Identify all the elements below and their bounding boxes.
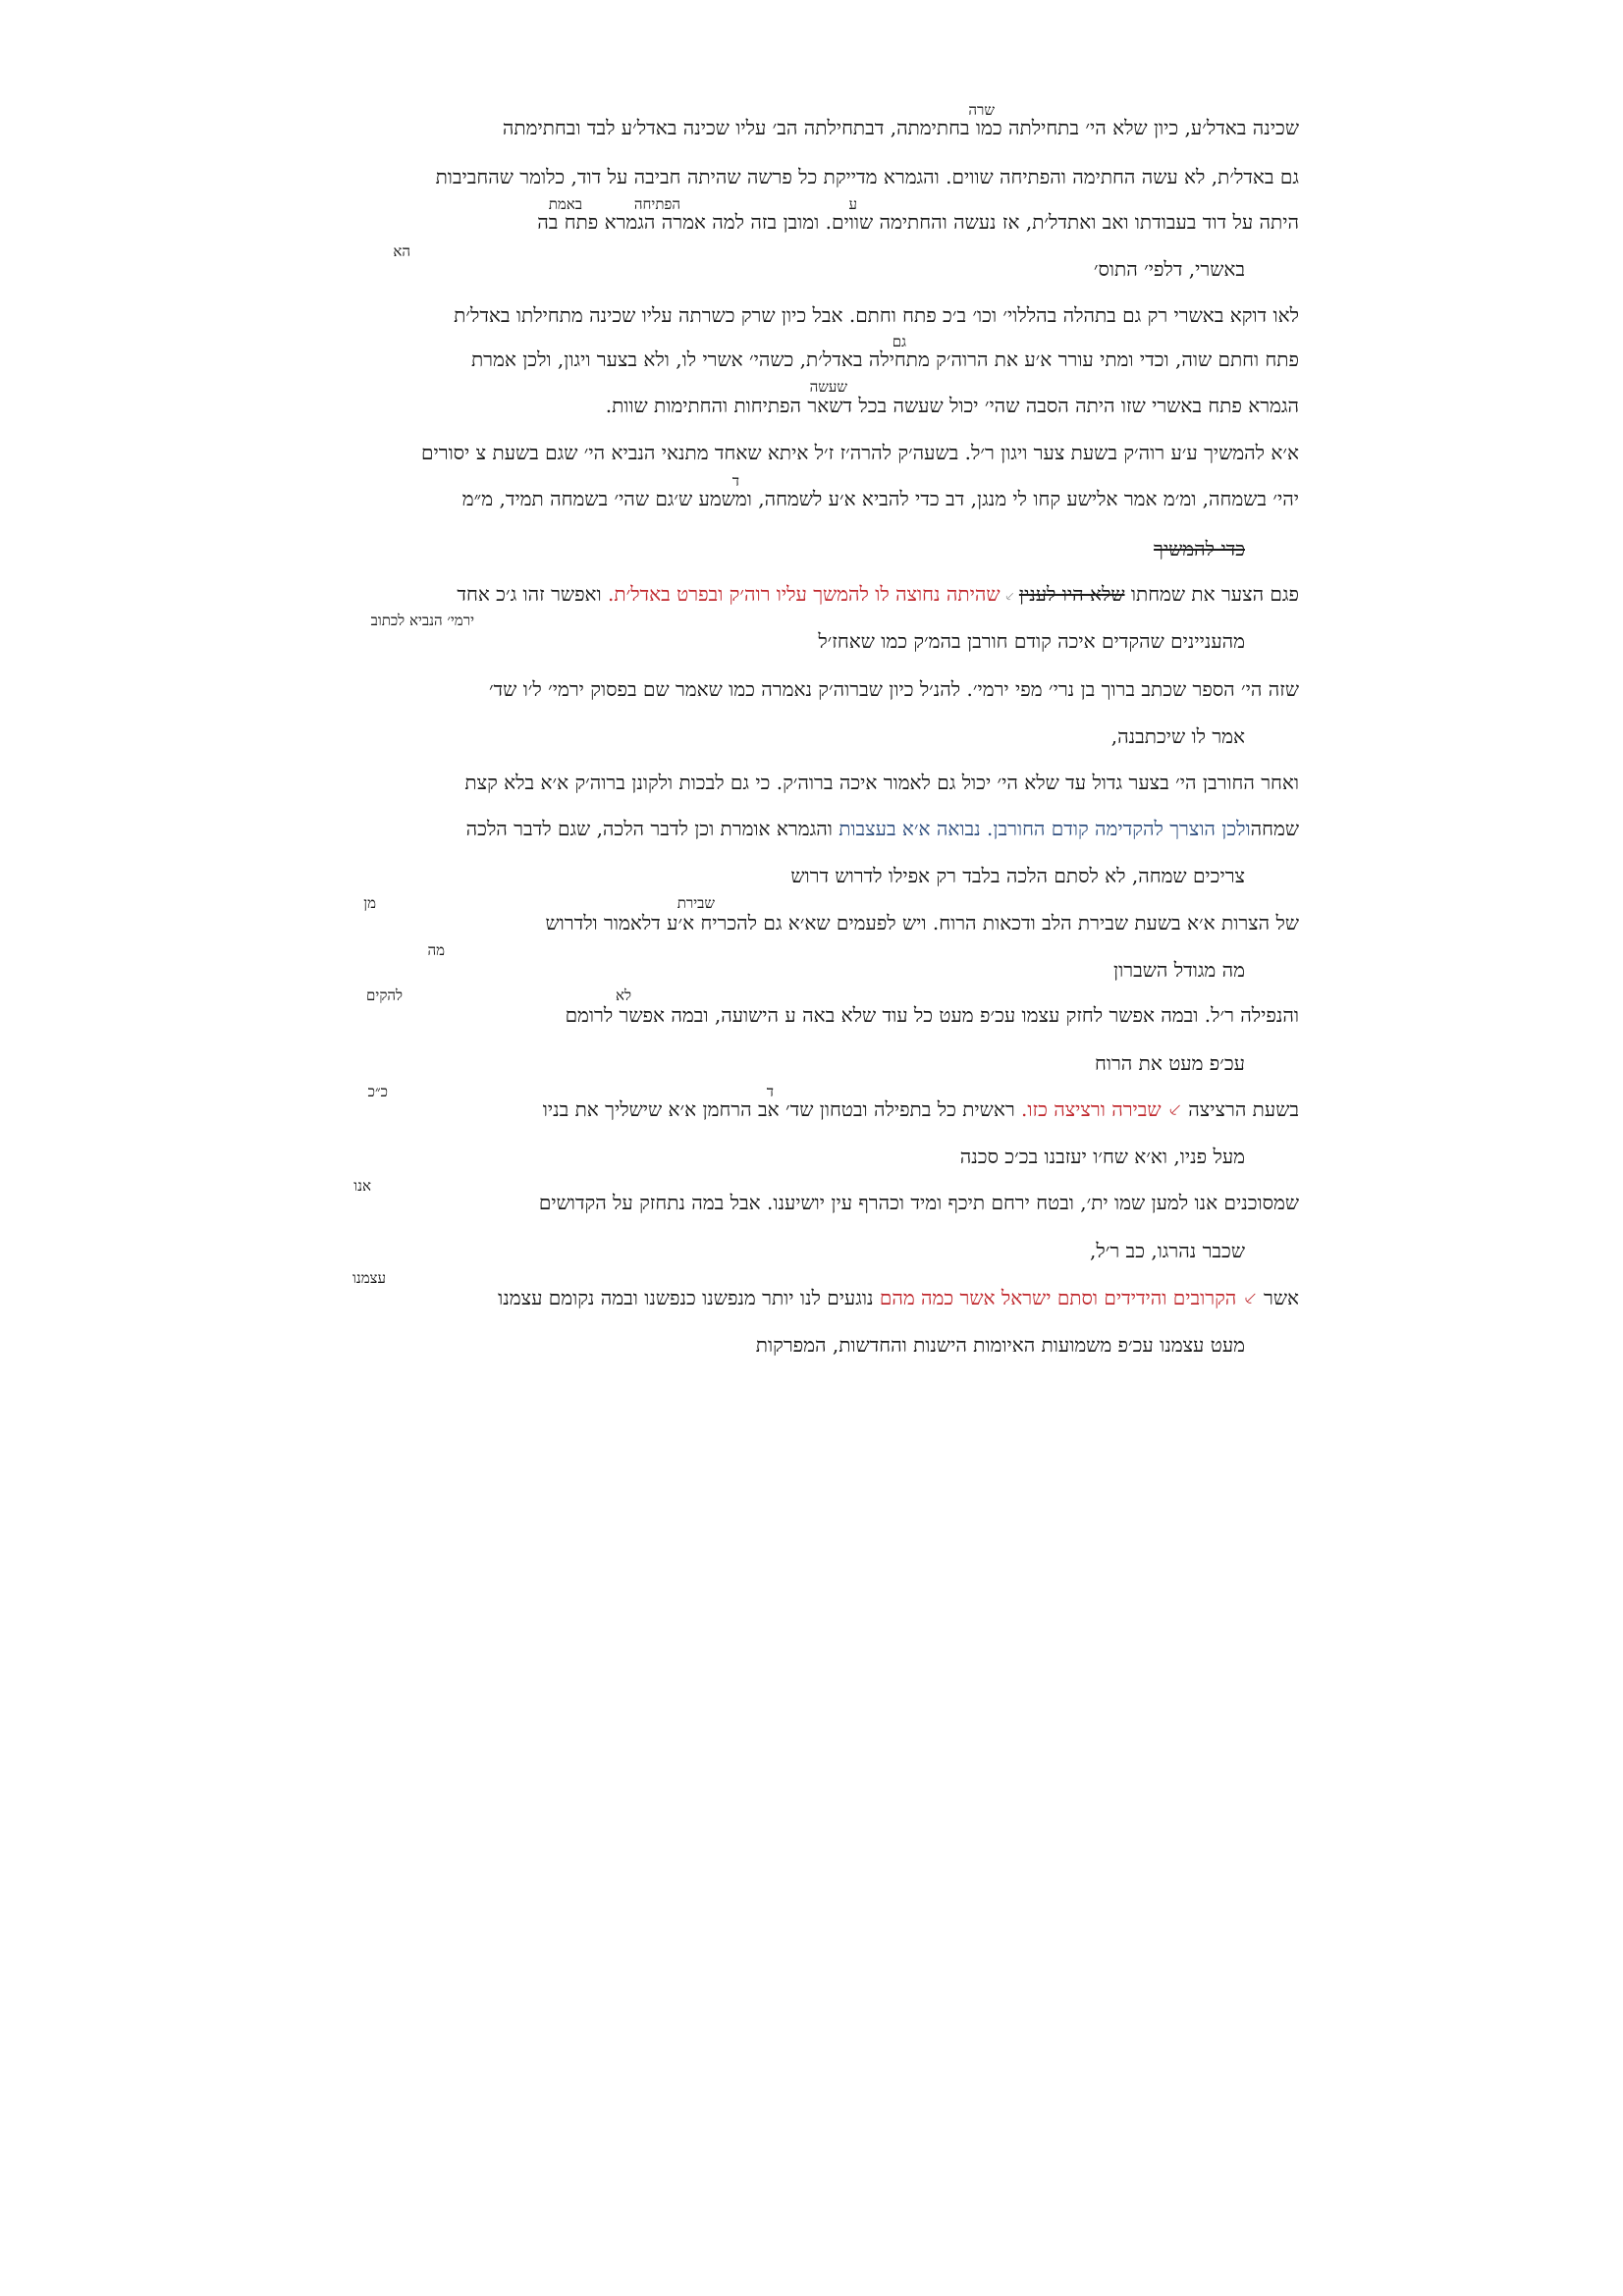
text-line: היתה על דוד בעבודתו ואב ואתדל׳ת, אז נעשה והחתימה שווים. ומובן בזה למה אמרה הגמרא פתח בה: [537, 210, 1299, 234]
insert-above: מן: [363, 894, 376, 912]
text-line: מעל פניו, וא׳א שח׳ו יעזבנו בכ׳כ סכנה: [959, 1145, 1245, 1168]
insert-above: שבירת: [676, 894, 715, 912]
insert-above: עצמנו: [352, 1269, 386, 1287]
insert-above: ד: [731, 472, 739, 490]
text-line: גם באדל׳ת, לא עשה החתימה והפתיחה שווים. והגמרא מדייקת כל פרשה שהיתה חביבה על דוד, כלומר שהחביבות: [435, 165, 1299, 188]
insert-above: ע: [848, 195, 857, 213]
text-line: צריכים שמחה, לא לסתם הלכה בלבד רק אפילו לדרוש דרוש: [790, 864, 1245, 887]
text-line: לאו דוקא באשרי רק גם בתהלה בהללוי׳ וכו׳ ב׳כ פתח וחתם. אבל כיון שרק כשרתה עליו שכינה מתחילתו באדל׳ת: [454, 303, 1299, 327]
insert-above: אנו: [353, 1177, 371, 1195]
text-line: יהי׳ בשמחה, ומ׳מ אמר אלישע קחו לי מנגן, דב כדי להביא א׳ע לשמחה, ומשמע ש׳גם שהי׳ בשמחה תמיד, מ״מ: [461, 487, 1299, 510]
insert-above: גם: [892, 333, 906, 350]
text-line: פגם הצער את שמחתו שלא היו לענין ⸔ שהיתה נחוצה לו להמשך עליו רוה׳ק ובפרט באדל׳ת. ואפשר זהו ג׳כ אחד: [457, 582, 1299, 606]
text-line: א׳א להמשיך ע׳ע רוה׳ק בשעת צער ויגון ר׳ל. בשעה׳ק להרה׳ז ז׳ל איתא שאחד מתנאי הנביא הי׳ שגם בשעת צ יסורים: [421, 441, 1299, 464]
text-line: עכ׳פ מעט את הרוח: [1095, 1051, 1245, 1075]
text-line: שמחהולכן הוצרך להקדימה קודם החורבן. נבואה א׳א בעצבות והגמרא אומרת וכן לדבר הלכה, שגם לדבר הלכה: [465, 817, 1299, 840]
text-line: שכבר נהרגו, כב ר׳ל,: [1090, 1239, 1245, 1262]
insert-above: להקים: [366, 987, 403, 1004]
text-line: שזה הי׳ הספר שכתב ברוך בן נרי׳ מפי ירמי׳. להנ׳ל כיון שברוה׳ק נאמרה כמו שאמר שם בפסוק ירמי׳ ל׳ו שד׳: [488, 677, 1299, 701]
insert-above: הפתיחה: [633, 195, 680, 213]
text-line: בשעת הרציצה ⸔ שבירה ורציצה כזו. ראשית כל בתפילה ובטחון שד׳ אב הרחמן א׳א שישליך את בניו: [542, 1097, 1299, 1121]
text-line: הגמרא פתח באשרי שזו היתה הסבה שהי׳ יכול שעשה בכל דשאר הפתיחות והחתימות שוות.: [605, 394, 1299, 417]
text-line: שמסוכנים אנו למען שמו ית׳, ובטח ירחם תיכף ומיד וכהרף עין יושיענו. אבל במה נתחזק על הקדושים: [538, 1191, 1299, 1214]
insert-above: באמת: [548, 195, 582, 213]
text-line: מעט עצמנו עכ׳פ משמועות האיומות הישנות והחדשות, המפרקות: [755, 1333, 1245, 1357]
text-line: באשרי, דלפי׳ התוס׳: [1093, 257, 1245, 281]
text-line: והנפילה ר׳ל. ובמה אפשר לחזק עצמו עכ׳פ מעט כל עוד שלא באה ע הישועה, ובמה אפשר לרומם: [565, 1003, 1299, 1027]
text-line: ואחר החורבן הי׳ בצער גדול עד שלא הי׳ יכול גם לאמור איכה ברוה׳ק. כי גם לבכות ולקונן ברוה׳ק א׳א בלא קצת: [464, 771, 1299, 794]
text-line: מהעניינים שהקדים איכה קודם חורבן בהמ׳ק כמו שאחז׳ל: [818, 629, 1245, 653]
text-line: כדי להמשיך: [1154, 537, 1245, 561]
insert-above: לא: [615, 987, 631, 1004]
text-line: אשר ⸔ הקרובים והידידים וסתם ישראל אשר כמה מהם נוגעים לנו יותר מנפשנו כנפשנו ובמה נקומם עצמנו: [498, 1286, 1299, 1309]
insert-above: כ״כ: [367, 1083, 388, 1100]
insert-above: שעשה: [809, 378, 847, 396]
text-line: שכינה באדל׳ע, כיון שלא הי׳ בתחילתה כמו בחתימתה, דבתחילתה הב׳ עליו שכינה באדל׳ע לבד ובחתימתה: [502, 116, 1299, 139]
insert-above: ד: [766, 1083, 774, 1100]
text-line: אמר לו שיכתבנה,: [1110, 724, 1245, 748]
insert-above: ירמי׳ הנביא לכתוב: [370, 612, 474, 629]
text-line: פתח וחתם שוה, וכדי ומתי עורר א׳ע את הרוה׳ק מתחילה באדל׳ת, כשהי׳ אשרי לו, ולא בצער ויגון, ולכן אמרת: [470, 347, 1299, 371]
text-line: של הצרות א׳א בשעת שבירת הלב ודכאות הרוח. ויש לפעמים שא׳א גם להכריח א׳ע דלאמור ולדרוש: [545, 911, 1299, 934]
text-line: מה מגודל השברון: [1113, 958, 1245, 982]
insert-above: מה: [427, 941, 445, 959]
insert-above: הא: [393, 242, 410, 260]
insert-above: שרה: [968, 101, 995, 119]
